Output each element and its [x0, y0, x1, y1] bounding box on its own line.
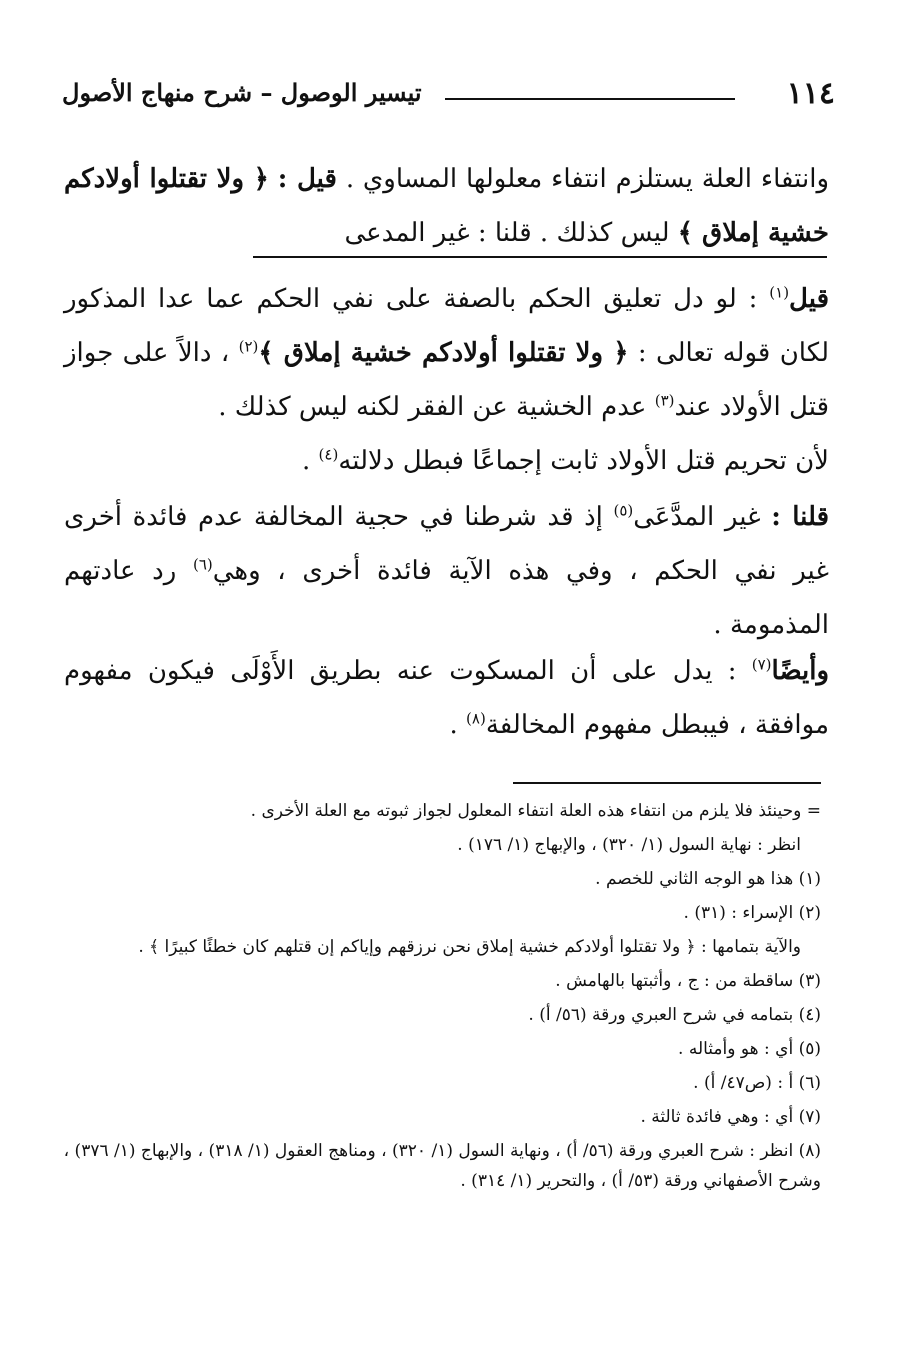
- footnote-7: (٧) أي : وهي فائدة ثالثة .: [640, 1107, 821, 1127]
- page-number: ١١٤: [786, 76, 835, 111]
- paragraph-reply: [64, 490, 829, 652]
- footnote-ref-8[interactable]: (٨): [466, 709, 486, 728]
- qil-label: قيل :: [277, 164, 337, 194]
- footnote-3: (٣) ساقطة من : ج ، وأثبتها بالهامش .: [555, 971, 821, 991]
- footnote-ref-6[interactable]: (٦): [192, 555, 213, 574]
- paragraph-text: إذ قد شرطنا في حجية المخالفة عدم فائدة أخرى غير نفي الحكم ، وفي هذه الآية فائدة أخرى ، وهي: [64, 502, 829, 586]
- top-text-b: ليس كذلك . قلنا : غير المدعى: [344, 218, 670, 248]
- footnote-ref-1[interactable]: (١): [769, 283, 790, 302]
- footnotes: [62, 796, 821, 1200]
- footnote-ref-2[interactable]: (٢): [238, 337, 259, 356]
- footnote-2-verse: والآية بتمامها : ﴿ ولا تقتلوا أولادكم خشية إملاق نحن نرزقهم وإياكم إن قتلهم كان خطئًا كبيرًا ﴾ .: [138, 937, 801, 957]
- section-divider: [253, 256, 827, 258]
- paragraph-end: .: [449, 710, 458, 740]
- footnote-ref-4[interactable]: (٤): [318, 445, 339, 464]
- footnotes-divider: [513, 782, 821, 784]
- quran-verse: ﴿ ولا تقتلوا أولادكم خشية إملاق ﴾: [258, 338, 629, 368]
- paragraph-text: : يدل على أن المسكوت عنه بطريق الأَوْلَى فيكون مفهوم موافقة ، فيبطل مفهوم المخالفة: [64, 656, 829, 740]
- footnote-4: (٤) بتمامه في شرح العبري ورقة (٥٦/ أ) .: [528, 1005, 821, 1025]
- paragraph-end: .: [302, 446, 311, 476]
- top-paragraph: [64, 152, 829, 260]
- footnote-2: (٢) الإسراء : (٣١) .: [683, 903, 821, 923]
- paragraph-text: ، دالاً على جواز قتل الأولاد عند: [64, 338, 829, 422]
- footnote-ref-3[interactable]: (٣): [654, 391, 675, 410]
- paragraph-text: عدم الخشية عن الفقر لكنه ليس كذلك .: [218, 392, 647, 422]
- running-title: تيسير الوصول – شرح منهاج الأصول: [62, 78, 422, 107]
- quran-verse: ﴿ ولا تقتلوا أولادكم خشية إملاق ﴾: [64, 164, 829, 248]
- paragraph-text: لأن تحريم قتل الأولاد ثابت إجماعًا فبطل دلالته: [338, 446, 829, 476]
- page-header: [62, 72, 835, 112]
- footnote-8: (٨) انظر : شرح العبري ورقة (٥٦/ أ) ، ونهاية السول (١/ ٣٢٠) ، ومناهج العقول (١/ ٣١٨) ، والإبهاج (١/ ٣٧٦) ، وشرح الأصفهاني ورقة (٥٣/ أ) ، والتحرير (١/ ٣١٤) .: [63, 1141, 821, 1191]
- footnote-ref-7[interactable]: (٧): [751, 655, 772, 674]
- footnote-5: (٥) أي : هو وأمثاله .: [678, 1039, 821, 1059]
- header-divider: [445, 98, 735, 100]
- paragraph-lead: قيل: [789, 284, 830, 314]
- footnote-continuation-ref: انظر : نهاية السول (١/ ٣٢٠) ، والإبهاج (١/ ١٧٦) .: [457, 835, 801, 855]
- paragraph-text: رد عادتهم المذمومة .: [64, 556, 829, 640]
- paragraph-lead: قلنا :: [771, 502, 830, 532]
- paragraph-reason: [64, 434, 829, 488]
- top-text-a: وانتفاء العلة يستلزم انتفاء معلولها المساوي .: [345, 164, 830, 194]
- paragraph-text: : لو دل تعليق الحكم بالصفة على نفي الحكم عما عدا المذكور لكان قوله تعالى :: [64, 284, 829, 368]
- paragraph-text: غير المدَّعَى: [633, 502, 761, 532]
- footnote-1: (١) هذا هو الوجه الثاني للخصم .: [595, 869, 821, 889]
- footnote-ref-5[interactable]: (٥): [613, 501, 634, 520]
- footnote-6: (٦) أ : (ص٤٧/ أ) .: [693, 1073, 821, 1093]
- paragraph-objection: [64, 272, 829, 434]
- paragraph-also: [64, 644, 829, 752]
- paragraph-lead: وأيضًا: [771, 656, 830, 686]
- footnote-continuation: = وحينئذ فلا يلزم من انتفاء هذه العلة انتفاء المعلول لجواز ثبوته مع العلة الأخرى .: [250, 801, 821, 821]
